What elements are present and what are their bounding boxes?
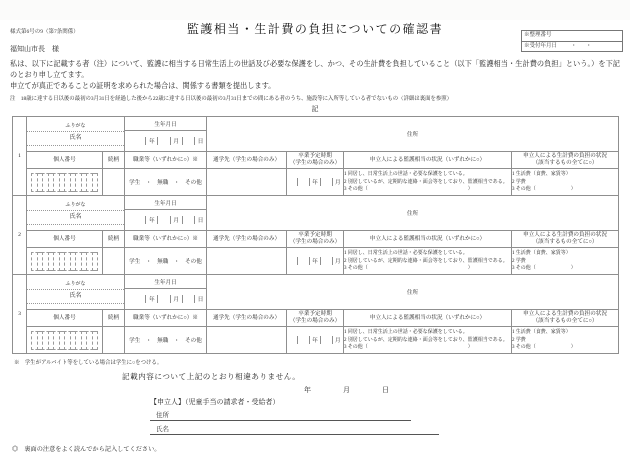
grad-year-field: [297, 178, 308, 186]
birthdate-cells: [125, 131, 207, 152]
reference-number-label: ※整理番号: [524, 32, 552, 38]
grad-month-field: [320, 336, 331, 344]
address-header: 住所: [207, 196, 619, 231]
name-label: 氏名: [27, 132, 124, 146]
date-month-label: 月: [343, 386, 350, 395]
date-line: [150, 385, 437, 395]
year-label: 年: [309, 257, 320, 265]
office-use-stamp-box: [521, 30, 623, 52]
relationship-field: [103, 327, 125, 354]
occupation-header: 職業等（いずれかに○）※: [125, 231, 207, 248]
living-options: [512, 169, 619, 196]
month-label: 月: [170, 137, 182, 145]
birthdate-cells: [125, 289, 207, 310]
graduation-cells: [287, 169, 344, 196]
year-label: 年: [145, 295, 157, 303]
custody-header: 申立人による監護相当の状況（いずれかに○）: [344, 310, 512, 327]
row-number: 2: [13, 196, 27, 275]
custody-option-3: 3 その他（ ）: [344, 187, 473, 193]
date-day-label: 日: [382, 386, 389, 395]
month-label: 月: [170, 295, 182, 303]
year-label: 年: [309, 336, 320, 344]
living-header-line2: （該当するもの全てに○）: [532, 160, 598, 167]
occupation-options: 学生 ・ 無職 ・ その他: [125, 248, 207, 275]
school-field: [207, 169, 287, 196]
living-option-3: 3 その他（ ）: [512, 345, 576, 351]
birth-year-field: [125, 295, 145, 303]
graduation-header-line2: （学生の場合のみ）: [289, 318, 341, 325]
birthdate-header: 生年月日: [125, 117, 207, 131]
relationship-field: [103, 169, 125, 196]
furigana-label: ふりがな: [27, 281, 124, 290]
grad-year-field: [297, 336, 308, 344]
personal-number-boxes: [27, 169, 103, 196]
person-block: [13, 196, 619, 275]
living-header-line1: 申立人による生計費の負担の状況: [523, 311, 607, 318]
day-label: 日: [194, 137, 206, 145]
custody-options: [344, 169, 512, 196]
month-label: 月: [332, 178, 343, 186]
furigana-label: ふりがな: [27, 202, 124, 211]
note-definition: 注 18歳に達する日以後の最初の3月31日を経過した後から22歳に達する日以後の最初の3月31日までの間にある者のうち、施設等に入所等している者でないもの（詳細は裏面を参照）: [10, 96, 453, 103]
birth-month-field: [157, 216, 169, 224]
occupation-options: 学生 ・ 無職 ・ その他: [125, 327, 207, 354]
declaration-paragraph: 私は、以下に記載する者（注）について、監護に相当する日常生活上の世話及び必要な保護をし、かつ、その生計費を負担していること（以下「監護相当・生計費の負担」という。）を下記のとおり申し立てます。: [10, 60, 620, 79]
relationship-header: 続柄: [103, 152, 125, 169]
form-number: 様式第6号の9（第7条関係）: [10, 29, 79, 35]
birthdate-header: 生年月日: [125, 275, 207, 289]
person-block: [13, 117, 619, 196]
name-label: 氏名: [27, 211, 124, 225]
year-label: 年: [145, 137, 157, 145]
row-number: 1: [13, 117, 27, 196]
occupation-header: 職業等（いずれかに○）※: [125, 152, 207, 169]
custody-option-2: 2 別居しているが、定期的な連絡・面会等をしており、監護相当である。: [344, 337, 508, 343]
custody-option-3: 3 その他（ ）: [344, 266, 473, 272]
birth-day-field: [182, 295, 194, 303]
living-option-3: 3 その他（ ）: [512, 266, 576, 272]
living-header: [512, 231, 619, 248]
birth-month-field: [157, 295, 169, 303]
custody-options: [344, 248, 512, 275]
living-option-1: 1 生活費（食費、家賃等）: [512, 171, 571, 177]
living-option-1: 1 生活費（食費、家賃等）: [512, 250, 571, 256]
name-cell: [27, 275, 125, 310]
applicant-label: 【申立人】（児童手当の請求者・受給者）: [150, 398, 280, 407]
graduation-cells: [287, 248, 344, 275]
living-header: [512, 310, 619, 327]
grad-era-field: [287, 178, 297, 186]
custody-option-2: 2 別居しているが、定期的な連絡・面会等をしており、監護相当である。: [344, 179, 508, 185]
birthdate-cells: [125, 210, 207, 231]
school-field: [207, 248, 287, 275]
living-header-line1: 申立人による生計費の負担の状況: [523, 153, 607, 160]
living-header-line2: （該当するもの全てに○）: [532, 318, 598, 325]
signature-block: [150, 385, 437, 435]
day-label: 日: [194, 295, 206, 303]
relationship-header: 続柄: [103, 231, 125, 248]
birth-year-field: [125, 216, 145, 224]
birth-month-field: [157, 137, 169, 145]
graduation-header-line1: 卒業予定時期: [298, 311, 332, 318]
day-label: 日: [194, 216, 206, 224]
declaration-paragraph-2: 申立てが真正であることの証明を求められた場合は、関係する書類を提出します。: [10, 81, 276, 90]
ki-label: 記: [311, 105, 319, 114]
reference-number-row: [522, 31, 622, 42]
reverse-side-caution: ◎ 裏面の注意をよく読んでから記入してください。: [12, 446, 161, 454]
month-label: 月: [332, 336, 343, 344]
graduation-header-line1: 卒業予定時期: [298, 153, 332, 160]
year-label: 年: [145, 216, 157, 224]
grad-month-field: [320, 257, 331, 265]
living-option-2: 2 学費: [512, 337, 526, 343]
relationship-field: [103, 248, 125, 275]
graduation-header-line2: （学生の場合のみ）: [289, 160, 341, 167]
living-options: [512, 327, 619, 354]
received-date-label: ※受付年月日: [524, 42, 558, 49]
address-header: 住所: [207, 117, 619, 152]
custody-header: 申立人による監護相当の状況（いずれかに○）: [344, 231, 512, 248]
living-options: [512, 248, 619, 275]
living-option-3: 3 その他（ ）: [512, 187, 576, 193]
graduation-header-line2: （学生の場合のみ）: [289, 239, 341, 246]
living-header-line2: （該当するもの全てに○）: [532, 239, 598, 246]
student-footnote: ※ 学生がアルバイト等をしている場合は学生に○をつける。: [14, 360, 163, 367]
occupation-header: 職業等（いずれかに○）※: [125, 310, 207, 327]
school-header: 通学先（学生の場合のみ）: [207, 310, 287, 327]
graduation-header: [287, 231, 344, 248]
applicant-address-line: 住所: [150, 407, 411, 421]
personal-number-boxes: [27, 327, 103, 354]
custody-option-1: 1 同居し、日常生活上の世話・必要な保護をしている。: [344, 171, 468, 177]
custody-option-1: 1 同居し、日常生活上の世話・必要な保護をしている。: [344, 329, 468, 335]
living-option-1: 1 生活費（食費、家賃等）: [512, 329, 571, 335]
applicant-name-line: 氏名: [150, 421, 439, 435]
furigana-label: ふりがな: [27, 123, 124, 132]
occupation-options: 学生 ・ 無職 ・ その他: [125, 169, 207, 196]
birth-day-field: [182, 216, 194, 224]
grad-year-field: [297, 257, 308, 265]
school-header: 通学先（学生の場合のみ）: [207, 152, 287, 169]
living-option-2: 2 学費: [512, 258, 526, 264]
relationship-header: 続柄: [103, 310, 125, 327]
personal-number-header: 個人番号: [27, 310, 103, 327]
birth-day-field: [182, 137, 194, 145]
address-header: 住所: [207, 275, 619, 310]
school-field: [207, 327, 287, 354]
addressee: 福知山市長 様: [10, 45, 59, 53]
month-label: 月: [332, 257, 343, 265]
received-date-dots: ・ ・: [571, 42, 594, 49]
living-option-2: 2 学費: [512, 179, 526, 185]
custody-option-2: 2 別居しているが、定期的な連絡・面会等をしており、監護相当である。: [344, 258, 508, 264]
living-header-line1: 申立人による生計費の負担の状況: [523, 232, 607, 239]
persons-table: [12, 116, 619, 354]
personal-number-header: 個人番号: [27, 152, 103, 169]
custody-options: [344, 327, 512, 354]
form-page: [0, 20, 630, 459]
personal-number-header: 個人番号: [27, 231, 103, 248]
custody-option-3: 3 その他（ ）: [344, 345, 473, 351]
grad-era-field: [287, 257, 297, 265]
confirmation-statement: 記載内容について上記のとおり相違ありません。: [122, 372, 301, 382]
received-date-row: [522, 42, 622, 52]
name-cell: [27, 117, 125, 152]
personal-number-boxes: [27, 248, 103, 275]
birth-year-field: [125, 137, 145, 145]
birthdate-header: 生年月日: [125, 196, 207, 210]
custody-option-1: 1 同居し、日常生活上の世話・必要な保護をしている。: [344, 250, 468, 256]
graduation-header: [287, 310, 344, 327]
name-label: 氏名: [27, 290, 124, 304]
custody-header: 申立人による監護相当の状況（いずれかに○）: [344, 152, 512, 169]
graduation-header-line1: 卒業予定時期: [298, 232, 332, 239]
page-title: 監護相当・生計費の負担についての確認書: [186, 22, 444, 36]
living-header: [512, 152, 619, 169]
grad-month-field: [320, 178, 331, 186]
month-label: 月: [170, 216, 182, 224]
graduation-header: [287, 152, 344, 169]
row-number: 3: [13, 275, 27, 354]
name-cell: [27, 196, 125, 231]
date-year-label: 年: [304, 386, 311, 395]
school-header: 通学先（学生の場合のみ）: [207, 231, 287, 248]
graduation-cells: [287, 327, 344, 354]
person-block: [13, 275, 619, 354]
grad-era-field: [287, 336, 297, 344]
year-label: 年: [309, 178, 320, 186]
